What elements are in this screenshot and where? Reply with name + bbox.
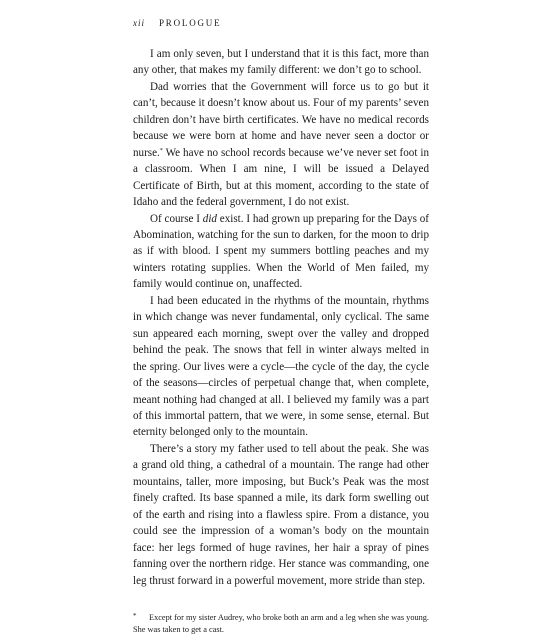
footnote-text: Except for my sister Audrey, who broke both an arm and a leg when she was young. She was taken to get a cast. <box>133 612 429 634</box>
paragraph-text: We have no school records because we’ve never set foot in a classroom. When I am nine, I will be issued a Delayed Certificate of Birth, but at this moment, according to the state of Idaho and the federal government, I do not exist. <box>133 146 429 209</box>
footnote <box>133 610 429 636</box>
running-head <box>133 18 429 38</box>
paragraph: There’s a story my father used to tell about the peak. She was a grand old thing, a cathedral of a mountain. The range had other mountains, taller, more imposing, but Buck’s Peak was the most finely crafted. Its base spanned a mile, its dark form swelling out of the earth and rising into a flawless spire. From a distance, you could see the impression of a woman’s body on the mountain face: her legs formed of huge ravines, her hair a spray of pines fanning over the northern ridge. Her stance was commanding, one leg thrust forward in a powerful movement, more stride than step. <box>133 442 429 587</box>
page-number: xii <box>133 18 145 28</box>
paragraph-text: Of course I <box>150 212 203 225</box>
paragraph-text: exist. I had grown up preparing for the Days of Abomination, watching for the sun to darken, for the moon to drip as if with blood. I spent my summers bottling peaches and my winters rotating supplies. When the World of Men failed, my family would continue on, unaffected. <box>133 212 429 291</box>
paragraph: I had been educated in the rhythms of the mountain, rhythms in which change was never fundamental, only cyclical. The same sun appeared each morning, swept over the valley and dropped behind the peak. The snows that fell in winter always melted in the spring. Our lives were a cycle—the cycle of the day, the cycle of the seasons—circles of perpetual change that, when complete, meant nothing had changed at all. I believed my family was a part of this immortal pattern, that we were, in some sense, eternal. But eternity belonged only to the mountain. <box>133 294 429 439</box>
footnote-mark: * <box>133 611 137 620</box>
footnote-reference[interactable]: * <box>159 147 163 154</box>
chapter-title: PROLOGUE <box>159 18 222 28</box>
body-text <box>133 46 429 589</box>
emphasized-word: did <box>202 212 217 225</box>
paragraph-text: Dad worries that the Government will force us to go but it can’t, because it doesn’t know about us. Four of my parents’ seven children don’t have birth certificates. We have no medical records because we were born at home and have never seen a doctor or nurse. <box>133 80 429 159</box>
paragraph <box>133 211 429 293</box>
paragraph <box>133 79 429 211</box>
paragraph: I am only seven, but I understand that it is this fact, more than any other, that makes my family different: we don’t go to school. <box>133 48 429 77</box>
